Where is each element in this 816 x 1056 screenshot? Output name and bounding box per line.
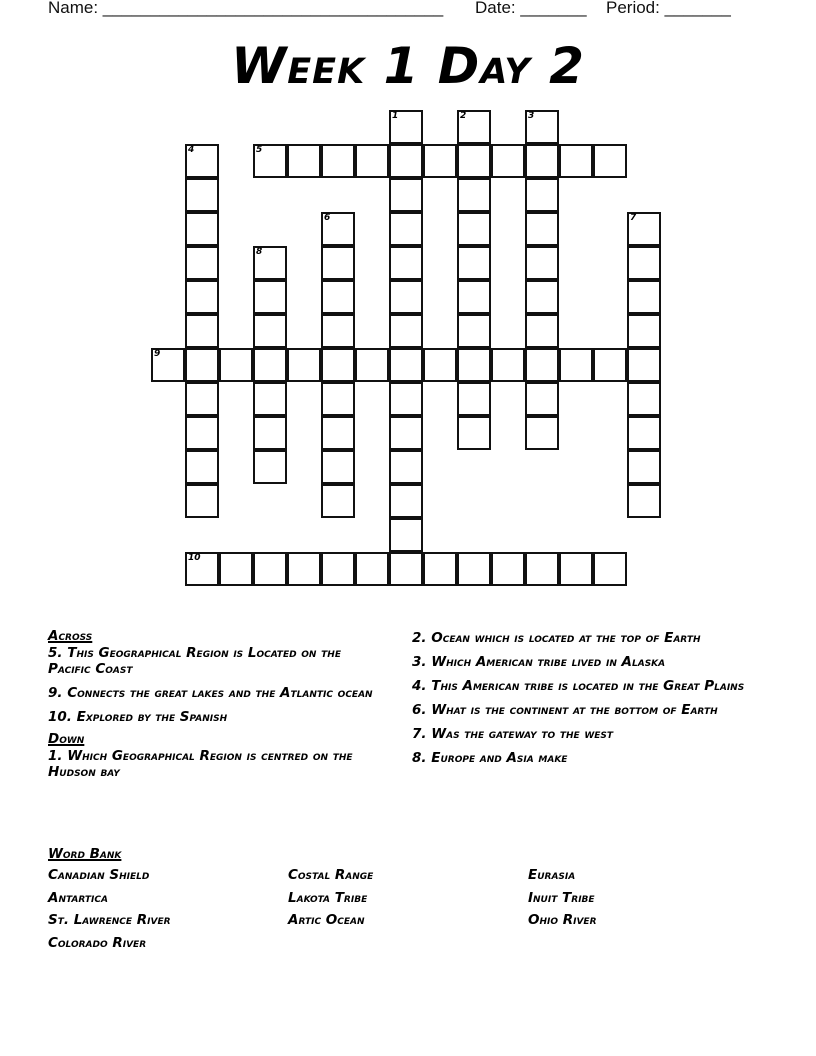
clue-number: 9. (48, 685, 63, 701)
crossword-cell[interactable] (627, 280, 661, 314)
crossword-cell[interactable] (287, 144, 321, 178)
crossword-cell[interactable] (253, 314, 287, 348)
crossword-cell[interactable] (253, 382, 287, 416)
crossword-cell[interactable] (491, 144, 525, 178)
crossword-cell[interactable] (457, 110, 491, 144)
clue-number: 7. (412, 726, 427, 742)
crossword-cell[interactable] (525, 314, 559, 348)
crossword-cell[interactable] (491, 552, 525, 586)
crossword-cell[interactable] (185, 178, 219, 212)
name-field[interactable]: Name: ____________________________________ (48, 0, 444, 17)
crossword-cell[interactable] (457, 246, 491, 280)
crossword-cell[interactable] (219, 552, 253, 586)
crossword-cell[interactable] (185, 348, 219, 382)
crossword-cell[interactable] (219, 348, 253, 382)
crossword-cell[interactable] (627, 416, 661, 450)
word-bank-item: St. Lawrence River (48, 912, 171, 928)
clues-left-column (48, 628, 388, 788)
crossword-cell[interactable] (389, 246, 423, 280)
crossword-cell[interactable] (457, 382, 491, 416)
crossword-cell[interactable] (185, 450, 219, 484)
crossword-cell[interactable] (185, 484, 219, 518)
clue-number: 6. (412, 702, 427, 718)
crossword-cell[interactable] (525, 110, 559, 144)
word-bank-item: Canadian Shield (48, 867, 150, 883)
crossword-cell[interactable] (389, 484, 423, 518)
page-title: Week 1 Day 2 (231, 37, 585, 95)
crossword-cell[interactable] (559, 348, 593, 382)
crossword-cell[interactable] (525, 178, 559, 212)
clue-across-9 (48, 685, 388, 701)
crossword-cell[interactable] (253, 280, 287, 314)
crossword-cell[interactable] (627, 484, 661, 518)
crossword-cell[interactable] (321, 416, 355, 450)
crossword-cell[interactable] (185, 212, 219, 246)
period-field[interactable]: Period: _______ (606, 0, 731, 17)
crossword-cell[interactable] (627, 314, 661, 348)
crossword-cell[interactable] (627, 212, 661, 246)
word-bank-item: Costal Range (288, 867, 374, 883)
crossword-cell[interactable] (185, 144, 219, 178)
crossword-cell[interactable] (321, 552, 355, 586)
cell-clue-number: 7 (630, 213, 637, 223)
crossword-cell[interactable] (389, 212, 423, 246)
clue-number: 10. (48, 709, 72, 725)
crossword-cell[interactable] (525, 416, 559, 450)
crossword-cell[interactable] (321, 212, 355, 246)
clue-text: Ocean which is located at the top of Earth (431, 630, 701, 646)
crossword-cell[interactable] (287, 348, 321, 382)
crossword-cell[interactable] (389, 314, 423, 348)
crossword-cell[interactable] (457, 314, 491, 348)
clues-right-column (412, 630, 752, 774)
crossword-cell[interactable] (593, 552, 627, 586)
clue-text: Which American tribe lived in Alaska (431, 654, 666, 670)
crossword-cell[interactable] (355, 348, 389, 382)
crossword-cell[interactable] (457, 552, 491, 586)
word-bank-list (48, 867, 768, 977)
crossword-cell[interactable] (389, 518, 423, 552)
clue-down-3 (412, 654, 752, 670)
clue-text: Explored by the Spanish (76, 709, 228, 725)
clue-text: This Geographical Region is Located on the Pacific Coast (48, 645, 341, 677)
clue-down-1 (48, 748, 388, 780)
crossword-cell[interactable] (321, 314, 355, 348)
crossword-cell[interactable] (457, 144, 491, 178)
crossword-cell[interactable] (321, 484, 355, 518)
clue-text: Connects the great lakes and the Atlantic ocean (67, 685, 373, 701)
crossword-cell[interactable] (185, 382, 219, 416)
crossword-cell[interactable] (355, 552, 389, 586)
clue-down-4 (412, 678, 752, 694)
crossword-cell[interactable] (423, 144, 457, 178)
crossword-cell[interactable] (423, 348, 457, 382)
crossword-grid (151, 110, 671, 590)
across-heading: Across (48, 628, 93, 644)
crossword-cell[interactable] (525, 212, 559, 246)
word-bank-item: Lakota Tribe (288, 890, 368, 906)
clue-number: 3. (412, 654, 427, 670)
clue-down-8 (412, 750, 752, 766)
crossword-cell[interactable] (389, 348, 423, 382)
crossword-cell[interactable] (627, 348, 661, 382)
clue-across-10 (48, 709, 388, 725)
cell-clue-number: 4 (188, 145, 195, 155)
crossword-cell[interactable] (627, 450, 661, 484)
crossword-cell[interactable] (389, 416, 423, 450)
crossword-cell[interactable] (253, 450, 287, 484)
word-bank-item: Antartica (48, 890, 108, 906)
clue-text: Which Geographical Region is centred on the Hudson bay (48, 748, 353, 780)
cell-clue-number: 3 (528, 111, 535, 121)
clue-number: 5. (48, 645, 63, 661)
crossword-cell[interactable] (525, 280, 559, 314)
crossword-cell[interactable] (525, 246, 559, 280)
crossword-cell[interactable] (185, 416, 219, 450)
clue-down-6 (412, 702, 752, 718)
crossword-cell[interactable] (389, 382, 423, 416)
clue-number: 1. (48, 748, 63, 764)
clue-text: This American tribe is located in the Great Plains (431, 678, 745, 694)
crossword-cell[interactable] (321, 280, 355, 314)
word-bank-item: Artic Ocean (288, 912, 365, 928)
cell-clue-number: 9 (154, 349, 161, 359)
crossword-cell[interactable] (389, 110, 423, 144)
crossword-cell[interactable] (185, 552, 219, 586)
student-info-header (0, 0, 816, 22)
crossword-cell[interactable] (457, 416, 491, 450)
cell-clue-number: 2 (460, 111, 467, 121)
crossword-cell[interactable] (525, 382, 559, 416)
crossword-cell[interactable] (253, 144, 287, 178)
crossword-cell[interactable] (151, 348, 185, 382)
clue-number: 8. (412, 750, 427, 766)
crossword-cell[interactable] (559, 144, 593, 178)
word-bank-item: Ohio River (528, 912, 597, 928)
crossword-cell[interactable] (321, 348, 355, 382)
crossword-cell[interactable] (457, 280, 491, 314)
crossword-cell[interactable] (593, 144, 627, 178)
crossword-cell[interactable] (355, 144, 389, 178)
clue-across-5 (48, 645, 388, 677)
crossword-cell[interactable] (185, 280, 219, 314)
cell-clue-number: 6 (324, 213, 331, 223)
crossword-cell[interactable] (525, 348, 559, 382)
clue-down-2 (412, 630, 752, 646)
crossword-cell[interactable] (389, 178, 423, 212)
crossword-cell[interactable] (253, 552, 287, 586)
word-bank-item: Colorado River (48, 935, 147, 951)
cell-clue-number: 5 (256, 145, 263, 155)
crossword-cell[interactable] (627, 246, 661, 280)
crossword-cell[interactable] (389, 450, 423, 484)
crossword-cell[interactable] (321, 144, 355, 178)
clue-text: What is the continent at the bottom of Earth (431, 702, 718, 718)
word-bank-item: Eurasia (528, 867, 576, 883)
crossword-cell[interactable] (253, 348, 287, 382)
crossword-cell[interactable] (525, 144, 559, 178)
crossword-cell[interactable] (389, 552, 423, 586)
word-bank (48, 846, 768, 977)
crossword-cell[interactable] (457, 348, 491, 382)
crossword-cell[interactable] (457, 212, 491, 246)
crossword-cell[interactable] (185, 314, 219, 348)
clue-number: 2. (412, 630, 427, 646)
down-heading: Down (48, 731, 85, 747)
word-bank-heading: Word Bank (48, 846, 122, 862)
cell-clue-number: 8 (256, 247, 263, 257)
crossword-cell[interactable] (423, 552, 457, 586)
clue-down-7 (412, 726, 752, 742)
clue-text: Was the gateway to the west (431, 726, 614, 742)
crossword-cell[interactable] (321, 382, 355, 416)
crossword-cell[interactable] (389, 144, 423, 178)
crossword-cell[interactable] (627, 382, 661, 416)
crossword-cell[interactable] (491, 348, 525, 382)
crossword-cell[interactable] (321, 246, 355, 280)
crossword-cell[interactable] (457, 178, 491, 212)
cell-clue-number: 10 (188, 553, 201, 563)
crossword-cell[interactable] (389, 280, 423, 314)
clue-number: 4. (412, 678, 427, 694)
crossword-cell[interactable] (253, 246, 287, 280)
date-field[interactable]: Date: _______ (475, 0, 587, 17)
crossword-cell[interactable] (593, 348, 627, 382)
crossword-cell[interactable] (559, 552, 593, 586)
cell-clue-number: 1 (392, 111, 399, 121)
crossword-cell[interactable] (525, 552, 559, 586)
clue-text: Europe and Asia make (431, 750, 568, 766)
crossword-cell[interactable] (321, 450, 355, 484)
crossword-cell[interactable] (185, 246, 219, 280)
crossword-cell[interactable] (287, 552, 321, 586)
crossword-cell[interactable] (253, 416, 287, 450)
word-bank-item: Inuit Tribe (528, 890, 595, 906)
